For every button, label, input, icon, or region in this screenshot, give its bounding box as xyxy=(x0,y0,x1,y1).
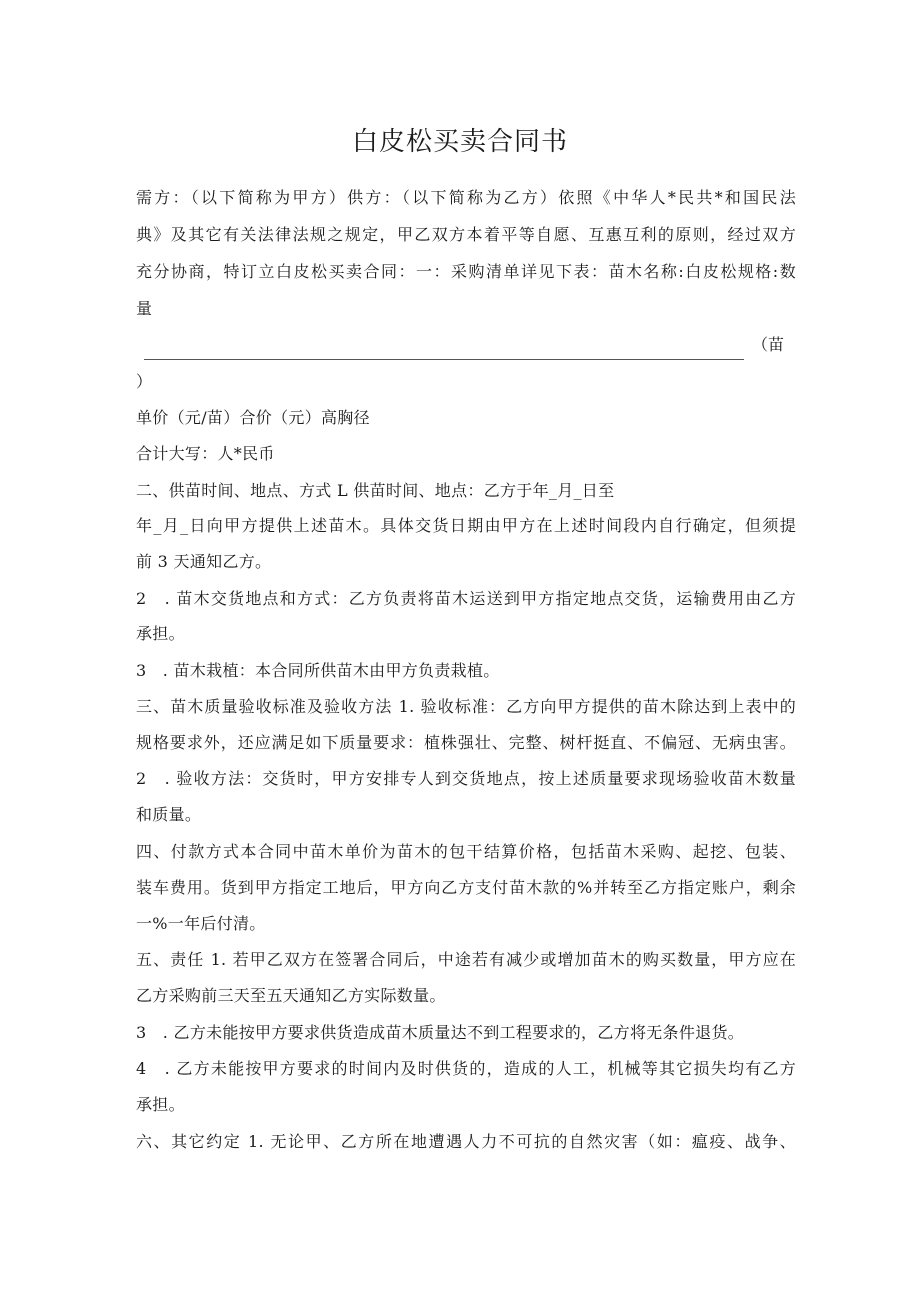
paragraph-line: 单价（元/苗）合价（元）高胸径 xyxy=(136,408,370,427)
paragraph-line: 2 . 验收方法：交货时，甲方安排专人到交货地点，按上述质量要求现场验收苗木数量 xyxy=(136,769,796,788)
paragraph-line: 乙方采购前三天至五天通知乙方实际数量。 xyxy=(136,986,446,1005)
paragraph-line: 四、付款方式本合同中苗木单价为苗木的包干结算价格，包括苗木采购、起挖、包装、 xyxy=(136,842,796,861)
paragraph-line: 六、其它约定 1. 无论甲、乙方所在地遭遇人力不可抗的自然灾害（如：瘟疫、战争、 xyxy=(136,1132,796,1151)
paragraph-line: 需方：（以下简称为甲方）供方：（以下简称为乙方）依照《中华人*民共*和国民法 xyxy=(136,188,796,207)
paragraph-line: 3 . 苗木栽植：本合同所供苗木由甲方负责栽植。 xyxy=(136,661,500,680)
paragraph-line: 和质量。 xyxy=(136,805,202,824)
paragraph-line: 量 xyxy=(136,299,153,318)
paragraph-line: 充分协商，特订立白皮松买卖合同：一：采购清单详见下表：苗木名称:白皮松规格:数 xyxy=(136,262,796,281)
quantity-blank-line xyxy=(144,335,744,360)
paragraph-line: 三、苗木质量验收标准及验收方法 1. 验收标准：乙方向甲方提供的苗木除达到上表中的 xyxy=(136,697,796,716)
paragraph-line: 五、责任 1. 若甲乙双方在签署合同后，中途若有减少或增加苗木的购买数量，甲方应在 xyxy=(136,950,796,969)
paragraph-line: 4 . 乙方未能按甲方要求的时间内及时供货的，造成的人工，机械等其它损失均有乙方 xyxy=(136,1059,796,1078)
paragraph-line: 一%一年后付清。 xyxy=(136,914,266,933)
paragraph-line: 年_月_日向甲方提供上述苗木。具体交货日期由甲方在上述时间段内自行确定，但须提 xyxy=(136,516,796,535)
paragraph-line: （苗 xyxy=(752,335,785,354)
paragraph-line: 承担。 xyxy=(136,624,185,643)
paragraph-line: 前 3 天通知乙方。 xyxy=(136,552,272,571)
paragraph-line: 2 . 苗木交货地点和方式：乙方负责将苗木运送到甲方指定地点交货，运输费用由乙方 xyxy=(136,589,796,608)
paragraph-line: 规格要求外，还应满足如下质量要求：植株强壮、完整、树杆挺直、不偏冠、无病虫害。 xyxy=(136,733,796,752)
paragraph-line: 3 . 乙方未能按甲方要求供货造成苗木质量达不到工程要求的，乙方将无条件退货。 xyxy=(136,1023,745,1042)
paragraph-line: ） xyxy=(136,372,153,391)
paragraph-line: 二、供苗时间、地点、方式 L 供苗时间、地点：乙方于年_月_日至 xyxy=(136,481,615,500)
paragraph-line: 装车费用。货到甲方指定工地后，甲方向乙方支付苗木款的%并转至乙方指定账户，剩余 xyxy=(136,878,796,897)
paragraph-line: 典》及其它有关法律法规之规定，甲乙双方本着平等自愿、互惠互利的原则，经过双方 xyxy=(136,225,796,244)
paragraph-line: 合计大写：人*民币 xyxy=(136,444,275,463)
document-title: 白皮松买卖合同书 xyxy=(351,127,568,157)
paragraph-line: 承担。 xyxy=(136,1095,185,1114)
